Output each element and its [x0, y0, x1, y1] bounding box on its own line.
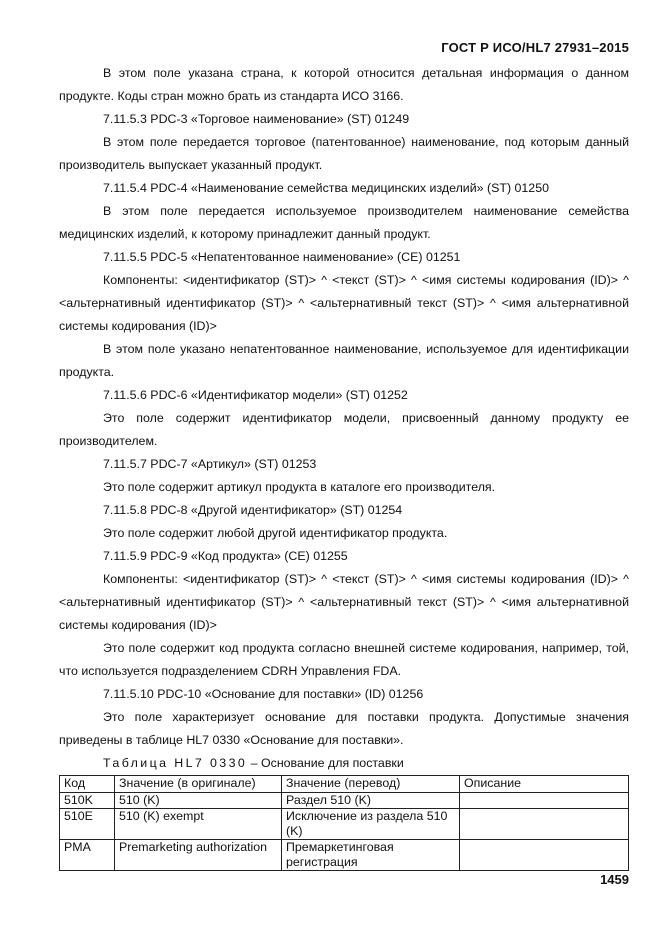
table-caption-dash: – — [250, 756, 258, 770]
paragraph: Компоненты: <идентификатор (ST)> ^ <текст (ST)> ^ <имя системы кодирования (ID)> ^ <альтернативный идентификатор (ST)> ^ <альтернативный текст (ST)> ^ <имя альтернативной системы кодирования (ID)> — [59, 572, 629, 632]
section-heading: 7.11.5.3 PDC-3 «Торговое наименование» (ST) 01249 — [103, 112, 410, 126]
paragraph: В этом поле передается используемое производителем наименование семейства медицинских изделий, к которому принадлежит данный продукт. — [59, 204, 629, 241]
paragraph: Это поле содержит код продукта согласно внешней системе кодирования, например, той, что используется подразделением CDRH Управления FDA. — [59, 641, 629, 678]
paragraph: Компоненты: <идентификатор (ST)> ^ <текст (ST)> ^ <имя системы кодирования (ID)> ^ <альтернативный идентификатор (ST)> ^ <альтернативный текст (ST)> ^ <имя альтернативной системы кодирования (ID)> — [59, 273, 629, 333]
paragraph: В этом поле указана страна, к которой относится детальная информация о данном продукте. Коды стран можно брать из стандарта ИСО 3166. — [59, 66, 629, 103]
paragraph: В этом поле указано непатентованное наименование, используемое для идентификации продукта. — [59, 342, 629, 379]
code-table — [59, 775, 629, 871]
section-heading: 7.11.5.5 PDC-5 «Непатентованное наименование» (CE) 01251 — [103, 250, 461, 264]
table-cell: Premarketing authorization — [115, 840, 282, 871]
table-cell: Премаркетинговая регистрация — [282, 840, 460, 871]
table-cell — [460, 809, 629, 840]
table-cell: 510 (K) — [115, 793, 282, 809]
paragraph: Это поле характеризует основание для поставки продукта. Допустимые значения приведены в таблице HL7 0330 «Основание для поставки». — [59, 710, 629, 747]
column-header-description: Описание — [460, 776, 629, 793]
column-header-translation: Значение (перевод) — [282, 776, 460, 793]
table-row — [60, 809, 629, 840]
section-heading: 7.11.5.9 PDC-9 «Код продукта» (CE) 01255 — [103, 549, 348, 563]
paragraph: Это поле содержит любой другой идентификатор продукта. — [103, 526, 448, 540]
table-cell — [460, 793, 629, 809]
table-cell: Раздел 510 (K) — [282, 793, 460, 809]
table-header-row — [60, 776, 629, 793]
table-caption-label: Таблица HL7 0330 — [103, 756, 248, 770]
paragraph: Это поле содержит идентификатор модели, присвоенный данному продукту ее производителем. — [59, 411, 629, 448]
table-cell: 510 (K) exempt — [115, 809, 282, 840]
section-heading: 7.11.5.8 PDC-8 «Другой идентификатор» (ST) 01254 — [103, 503, 403, 517]
column-header-original: Значение (в оригинале) — [115, 776, 282, 793]
table-cell — [460, 840, 629, 871]
table-cell: 510E — [60, 809, 115, 840]
section-heading: 7.11.5.4 PDC-4 «Наименование семейства медицинских изделий» (ST) 01250 — [103, 181, 549, 195]
table-cell: Исключение из раздела 510 (K) — [282, 809, 460, 840]
document-header: ГОСТ Р ИСО/HL7 27931–2015 — [441, 40, 629, 55]
section-heading: 7.11.5.7 PDC-7 «Артикул» (ST) 01253 — [103, 457, 317, 471]
table-caption-title: Основание для поставки — [260, 756, 404, 770]
table-row — [60, 793, 629, 809]
table-cell: 510K — [60, 793, 115, 809]
table-row — [60, 840, 629, 871]
column-header-code: Код — [60, 776, 115, 793]
section-heading: 7.11.5.10 PDC-10 «Основание для поставки» (ID) 01256 — [103, 687, 424, 701]
table-caption — [59, 752, 629, 775]
page-number: 1459 — [600, 872, 629, 887]
table-cell: PMA — [60, 840, 115, 871]
paragraph: Это поле содержит артикул продукта в каталоге его производителя. — [103, 480, 496, 494]
paragraph: В этом поле передается торговое (патентованное) наименование, под которым данный производитель выпускает указанный продукт. — [59, 135, 629, 172]
document-body — [59, 62, 629, 775]
section-heading: 7.11.5.6 PDC-6 «Идентификатор модели» (ST) 01252 — [103, 388, 408, 402]
